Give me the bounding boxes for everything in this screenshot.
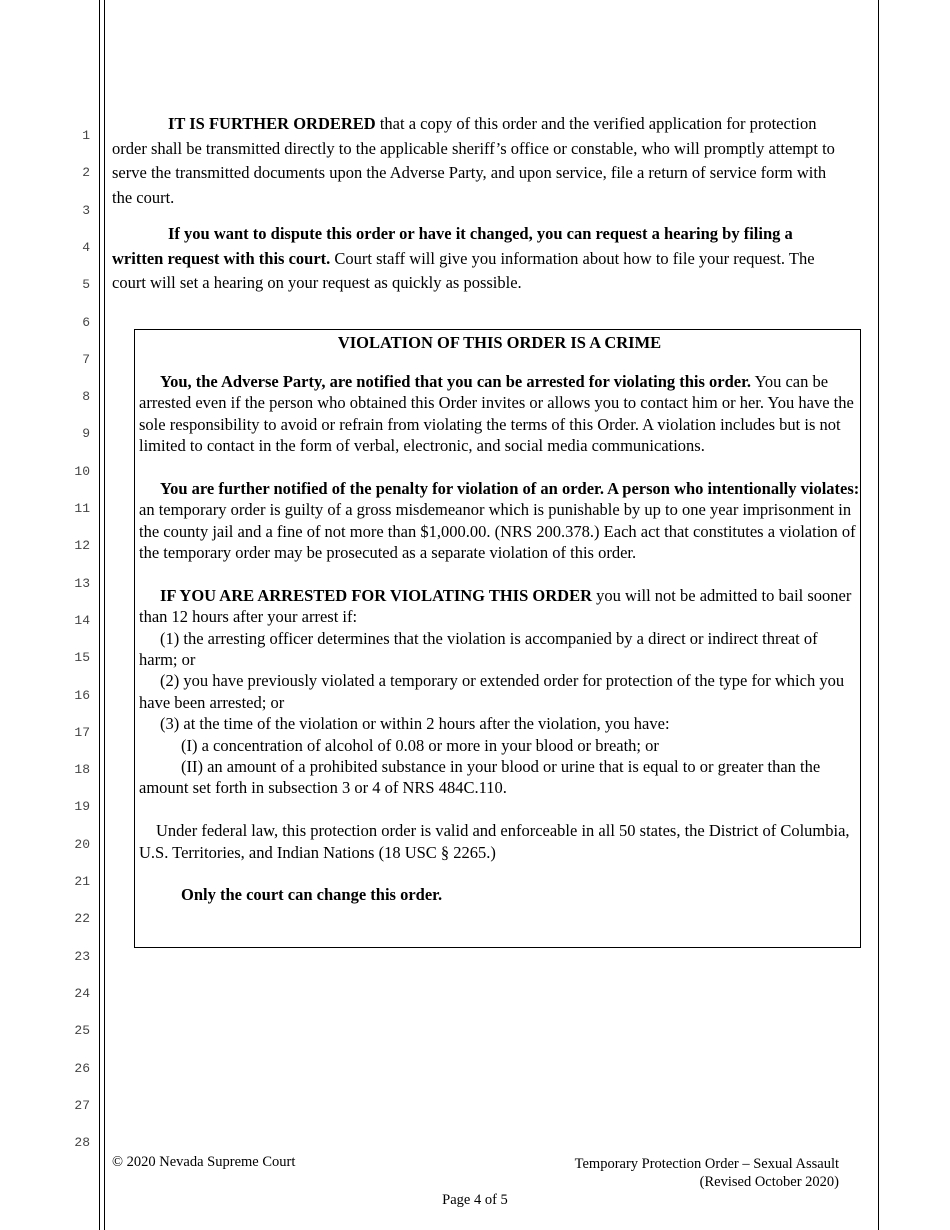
line-number: 27: [74, 1097, 90, 1113]
closing-statement: Only the court can change this order.: [181, 885, 443, 905]
line-number: 11: [74, 501, 90, 516]
condition-1: (1) the arresting officer determines that the violation is accompanied by a direct or indirect threat of harm; or: [139, 628, 818, 670]
line-number: 19: [74, 799, 90, 815]
footer-form-title: Temporary Protection Order – Sexual Assault: [574, 1156, 839, 1172]
line-number: 25: [74, 1023, 90, 1039]
penalty-text: an temporary order is guilty of a gross misdemeanor which is punishable by up to one year imprisonment in the county jail and a fine of not more than $1,000.00. (NRS 200.378.) Each act that constitutes a violation of the temporary order may be prosecuted as a separate violation of this order.: [139, 500, 856, 563]
margin-rule-left-outer: [99, 0, 100, 1230]
line-number: 22: [74, 911, 90, 927]
condition-2: (2) you have previously violated a temporary or extended order for protection of the type for which you have been arrested; or: [139, 671, 845, 712]
penalty-heading: You are further notified of the penalty for violation of an order. A person who intentionally violates:: [160, 478, 860, 498]
line-number: 10: [74, 463, 90, 479]
line-number: 14: [74, 612, 90, 628]
dispute-text: Court staff will give you information about how to file your request. The court will set a hearing on your request as quickly as possible.: [112, 248, 815, 292]
line-number: 6: [82, 314, 90, 330]
footer-copyright: © 2020 Nevada Supreme Court: [112, 1154, 296, 1170]
line-number: 24: [74, 985, 90, 1001]
line-number: 1: [82, 128, 90, 143]
arrest-heading: IF YOU ARE ARRESTED FOR VIOLATING THIS ORDER: [160, 585, 592, 605]
violation-title: VIOLATION OF THIS ORDER IS A CRIME: [337, 333, 662, 352]
further-ordered-heading: IT IS FURTHER ORDERED: [168, 114, 376, 133]
line-number: 7: [82, 351, 90, 367]
line-number: 28: [74, 1135, 90, 1151]
footer-revised: (Revised October 2020): [699, 1174, 839, 1190]
margin-rule-right: [878, 0, 879, 1230]
violation-notice-box: [134, 329, 861, 948]
line-number: 9: [82, 426, 90, 442]
line-number: 3: [82, 202, 90, 218]
further-ordered-paragraph: [112, 112, 842, 210]
line-number: 26: [74, 1060, 90, 1076]
condition-3-ii: (II) an amount of a prohibited substance in your blood or urine that is equal to or greater than the amount set forth in subsection 3 or 4 of NRS 484C.110.: [139, 757, 821, 798]
line-number: 20: [74, 836, 90, 852]
footer-form-info: [575, 1155, 839, 1191]
line-number: 12: [74, 538, 90, 554]
further-ordered-text: that a copy of this order and the verified application for protection order shall be transmitted directly to the applicable sheriff’s office or constable, who will promptly attempt to serve the transmitted documents upon the Adverse Party, and upon service, file a return of service form with the court.: [112, 114, 835, 207]
condition-3: (3) at the time of the violation or within 2 hours after the violation, you have:: [160, 714, 670, 734]
dispute-paragraph: [112, 222, 842, 296]
line-number: 17: [74, 724, 90, 740]
condition-3-i: (I) a concentration of alcohol of 0.08 or more in your blood or breath; or: [181, 735, 659, 755]
line-number: 13: [74, 575, 90, 591]
adverse-party-notice-heading: You, the Adverse Party, are notified that you can be arrested for violating this order.: [160, 371, 752, 391]
line-number: 18: [74, 762, 90, 778]
margin-rule-left-inner: [104, 0, 105, 1230]
line-number: 16: [74, 687, 90, 703]
line-number: 2: [82, 165, 90, 181]
arrest-text: you will not be admitted to bail sooner than 12 hours after your arrest if:: [139, 585, 852, 627]
page-number: Page 4 of 5: [442, 1192, 508, 1208]
line-number: 15: [74, 650, 90, 666]
federal-law-text: Under federal law, this protection order is valid and enforceable in all 50 states, the District of Columbia, U.S. Territories, and Indian Nations (18 USC § 2265.): [139, 821, 850, 862]
line-number: 4: [82, 239, 90, 255]
adverse-party-notice-text: You can be arrested even if the person who obtained this Order invites or allows you to contact him or her. You have the sole responsibility to avoid or refrain from violating the terms of this Order. A violation includes but is not limited to contact in the form of verbal, electronic, and social media communications.: [139, 371, 854, 456]
line-number: 5: [82, 277, 90, 293]
line-number: 8: [82, 389, 90, 405]
line-number: 23: [74, 948, 90, 964]
line-number: 21: [74, 874, 90, 889]
dispute-heading: If you want to dispute this order or have it changed, you can request a hearing by filing a written request with this court.: [112, 224, 793, 268]
